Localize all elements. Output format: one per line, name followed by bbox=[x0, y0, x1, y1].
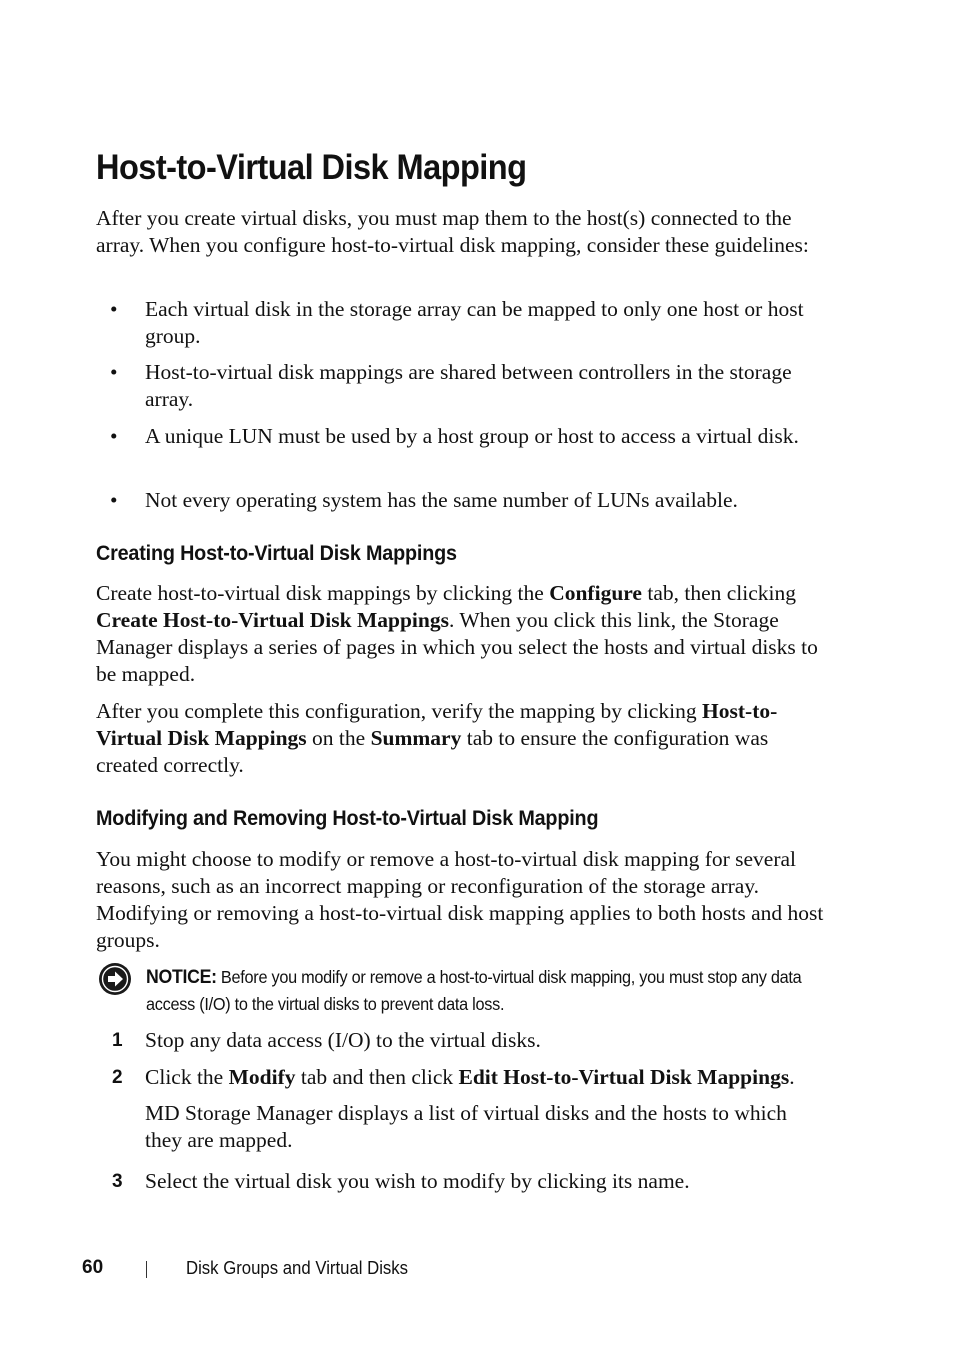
list-item-text: Host-to-virtual disk mappings are shared between controllers in the storage array. bbox=[145, 360, 792, 411]
bullet-icon: • bbox=[110, 360, 118, 384]
list-item-text: Each virtual disk in the storage array can be mapped to only one host or host group. bbox=[145, 297, 804, 348]
bullet-icon: • bbox=[110, 488, 118, 512]
footer-divider bbox=[146, 1261, 147, 1278]
step-text: Click the Modify tab and then click Edit Host-to-Virtual Disk Mappings. bbox=[145, 1065, 795, 1089]
bullet-icon: • bbox=[110, 297, 118, 321]
section-heading-modifying: Modifying and Removing Host-to-Virtual Disk Mapping bbox=[96, 806, 599, 830]
list-item bbox=[96, 296, 826, 350]
notice-text: NOTICE: Before you modify or remove a host-to-virtual disk mapping, you must stop any data access (I/O) to the virtual disks to prevent data loss. bbox=[146, 967, 802, 1014]
bullet-icon: • bbox=[110, 424, 118, 448]
creating-paragraph-1: Create host-to-virtual disk mappings by clicking the Configure tab, then clicking Create Host-to-Virtual Disk Mappings. When you click this link, the Storage Manager displays a series of pages in which you select the hosts and virtual disks to be mapped. bbox=[96, 581, 818, 686]
section-heading-creating: Creating Host-to-Virtual Disk Mappings bbox=[96, 541, 457, 565]
step-item bbox=[96, 1168, 826, 1195]
list-item bbox=[96, 487, 826, 514]
configure-tab-reference: Configure bbox=[549, 581, 642, 605]
host-mappings-link-reference: Host-to-Virtual Disk Mappings bbox=[96, 699, 778, 750]
list-item-text: Not every operating system has the same number of LUNs available. bbox=[145, 488, 738, 512]
page-title: Host-to-Virtual Disk Mapping bbox=[96, 148, 527, 187]
creating-paragraph-2: After you complete this configuration, verify the mapping by clicking Host-to-Virtual Disk Mappings on the Summary tab to ensure the configuration was created correctly. bbox=[96, 699, 778, 777]
step-item bbox=[96, 1064, 826, 1091]
step-text: Select the virtual disk you wish to modify by clicking its name. bbox=[145, 1169, 690, 1193]
footer-chapter-title: Disk Groups and Virtual Disks bbox=[186, 1258, 409, 1278]
create-mappings-link-reference: Create Host-to-Virtual Disk Mappings bbox=[96, 608, 449, 632]
modifying-paragraph: You might choose to modify or remove a host-to-virtual disk mapping for several reasons, such as an incorrect mapping or reconfiguration of the storage array. Modifying or removing a host-to-virtual disk mapping applies to both hosts and host groups. bbox=[96, 847, 824, 952]
step-number: 3 bbox=[112, 1171, 123, 1192]
list-item-text: A unique LUN must be used by a host group or host to access a virtual disk. bbox=[145, 424, 799, 448]
step-item bbox=[96, 1027, 826, 1054]
list-item bbox=[96, 423, 826, 450]
step-note-text: MD Storage Manager displays a list of virtual disks and the hosts to which they are mapped. bbox=[145, 1101, 787, 1152]
step-number: 1 bbox=[112, 1030, 123, 1051]
notice-arrow-icon bbox=[98, 962, 132, 996]
summary-tab-reference: Summary bbox=[370, 726, 462, 750]
intro-paragraph: After you create virtual disks, you must map them to the host(s) connected to the array. When you configure host-to-virtual disk mapping, consider these guidelines: bbox=[96, 206, 809, 257]
notice-label: NOTICE: bbox=[146, 967, 217, 988]
step-number: 2 bbox=[112, 1067, 123, 1088]
modify-tab-reference: Modify bbox=[228, 1065, 296, 1089]
list-item bbox=[96, 359, 826, 413]
step-note bbox=[96, 1100, 826, 1154]
page-number: 60 bbox=[82, 1257, 104, 1278]
edit-mappings-link-reference: Edit Host-to-Virtual Disk Mappings bbox=[458, 1065, 790, 1089]
step-text: Stop any data access (I/O) to the virtual disks. bbox=[145, 1028, 541, 1052]
